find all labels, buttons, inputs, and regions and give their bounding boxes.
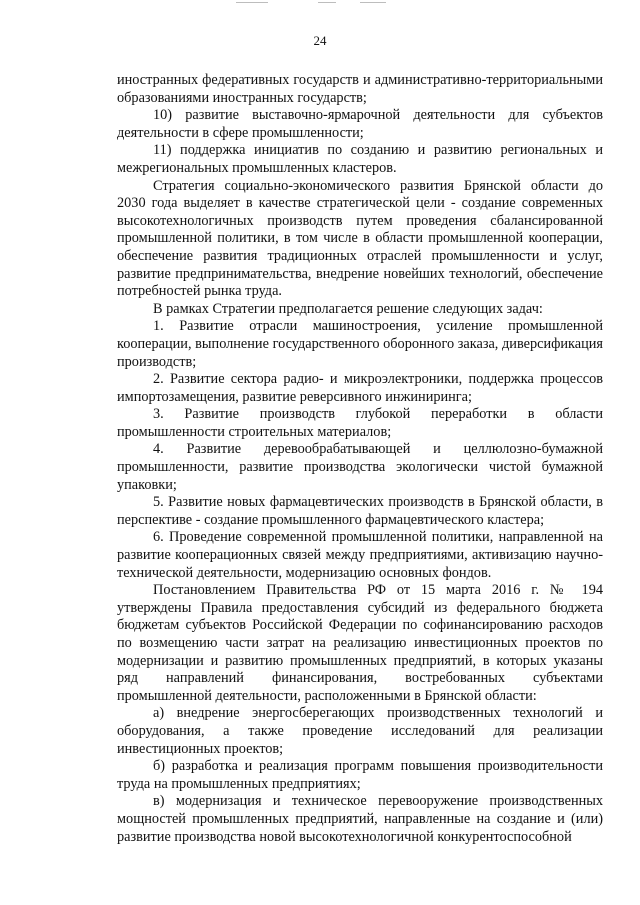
paragraph-direction-b: б) разработка и реализация программ повышения производительности труда на промышленных предприятиях; xyxy=(117,758,603,792)
paragraph-tasks-intro: В рамках Стратегии предполагается решение следующих задач: xyxy=(153,300,543,317)
paragraph-continuation: иностранных федеративных государств и административно-территориальными образованиями иностранных государств; xyxy=(117,72,603,106)
paragraph-task-4: 4. Развитие деревообрабатывающей и целлюлозно-бумажной промышленности, развитие производства экологически чистой бумажной упаковки; xyxy=(117,441,603,493)
paragraph-strategy: Стратегия социально-экономического развития Брянской области до 2030 года выделяет в качестве стратегической цели - создание современных высокотехнологичных производств путем проведения сбалансированной промышленной политики, в том числе в области промышленной кооперации, обеспечение развития традиционных отраслей промышленности и услуг, развитие предпринимательства, внедрение новейших технологий, обеспечение потребностей рынка труда. xyxy=(117,177,603,300)
paragraph-government-decree: Постановлением Правительства РФ от 15 марта 2016 г. № 194 утверждены Правила предоставления субсидий из федерального бюджета бюджетам субъектов Российской Федерации по софинансированию расходов по возмещению части затрат на реализацию инвестиционных проектов по модернизации и развитию промышленных предприятий, в которых указаны ряд направлений финансирования, востребованных субъектами промышленной деятельности, расположенными в Брянской области: xyxy=(117,582,603,704)
paragraph-item-10: 10) развитие выставочно-ярмарочной деятельности для субъектов деятельности в сфере промышленности; xyxy=(117,107,603,141)
scan-artifact xyxy=(360,2,386,3)
paragraph-task-5: 5. Развитие новых фармацевтических производств в Брянской области, в перспективе - создание промышленного фармацевтического кластера; xyxy=(117,494,603,528)
document-body xyxy=(117,72,603,846)
paragraph-task-3: 3. Развитие производств глубокой переработки в области промышленности строительных материалов; xyxy=(117,406,603,440)
scan-artifact xyxy=(236,2,268,3)
paragraph-task-6: 6. Проведение современной промышленной политики, направленной на развитие кооперационных связей между предприятиями, активизацию научно-технической деятельности, модернизацию основных фондов. xyxy=(117,529,603,581)
page-number: 24 xyxy=(313,33,327,48)
paragraph-item-11: 11) поддержка инициатив по созданию и развитию региональных и межрегиональных промышленных кластеров. xyxy=(117,142,603,176)
paragraph-task-1: 1. Развитие отрасли машиностроения, усиление промышленной кооперации, выполнение государственного оборонного заказа, диверсификация производств; xyxy=(117,318,603,370)
scan-artifact xyxy=(318,2,336,3)
paragraph-direction-a: а) внедрение энергосберегающих производственных технологий и оборудования, а также проведение исследований для реализации инвестиционных проектов; xyxy=(117,705,603,757)
paragraph-task-2: 2. Развитие сектора радио- и микроэлектроники, поддержка процессов импортозамещения, развитие реверсивного инжиниринга; xyxy=(117,371,603,405)
paragraph-direction-c: в) модернизация и техническое перевооружение производственных мощностей промышленных предприятий, направленные на создание и (или) развитие производства новой высокотехнологичной конкурентоспособной xyxy=(117,793,603,845)
